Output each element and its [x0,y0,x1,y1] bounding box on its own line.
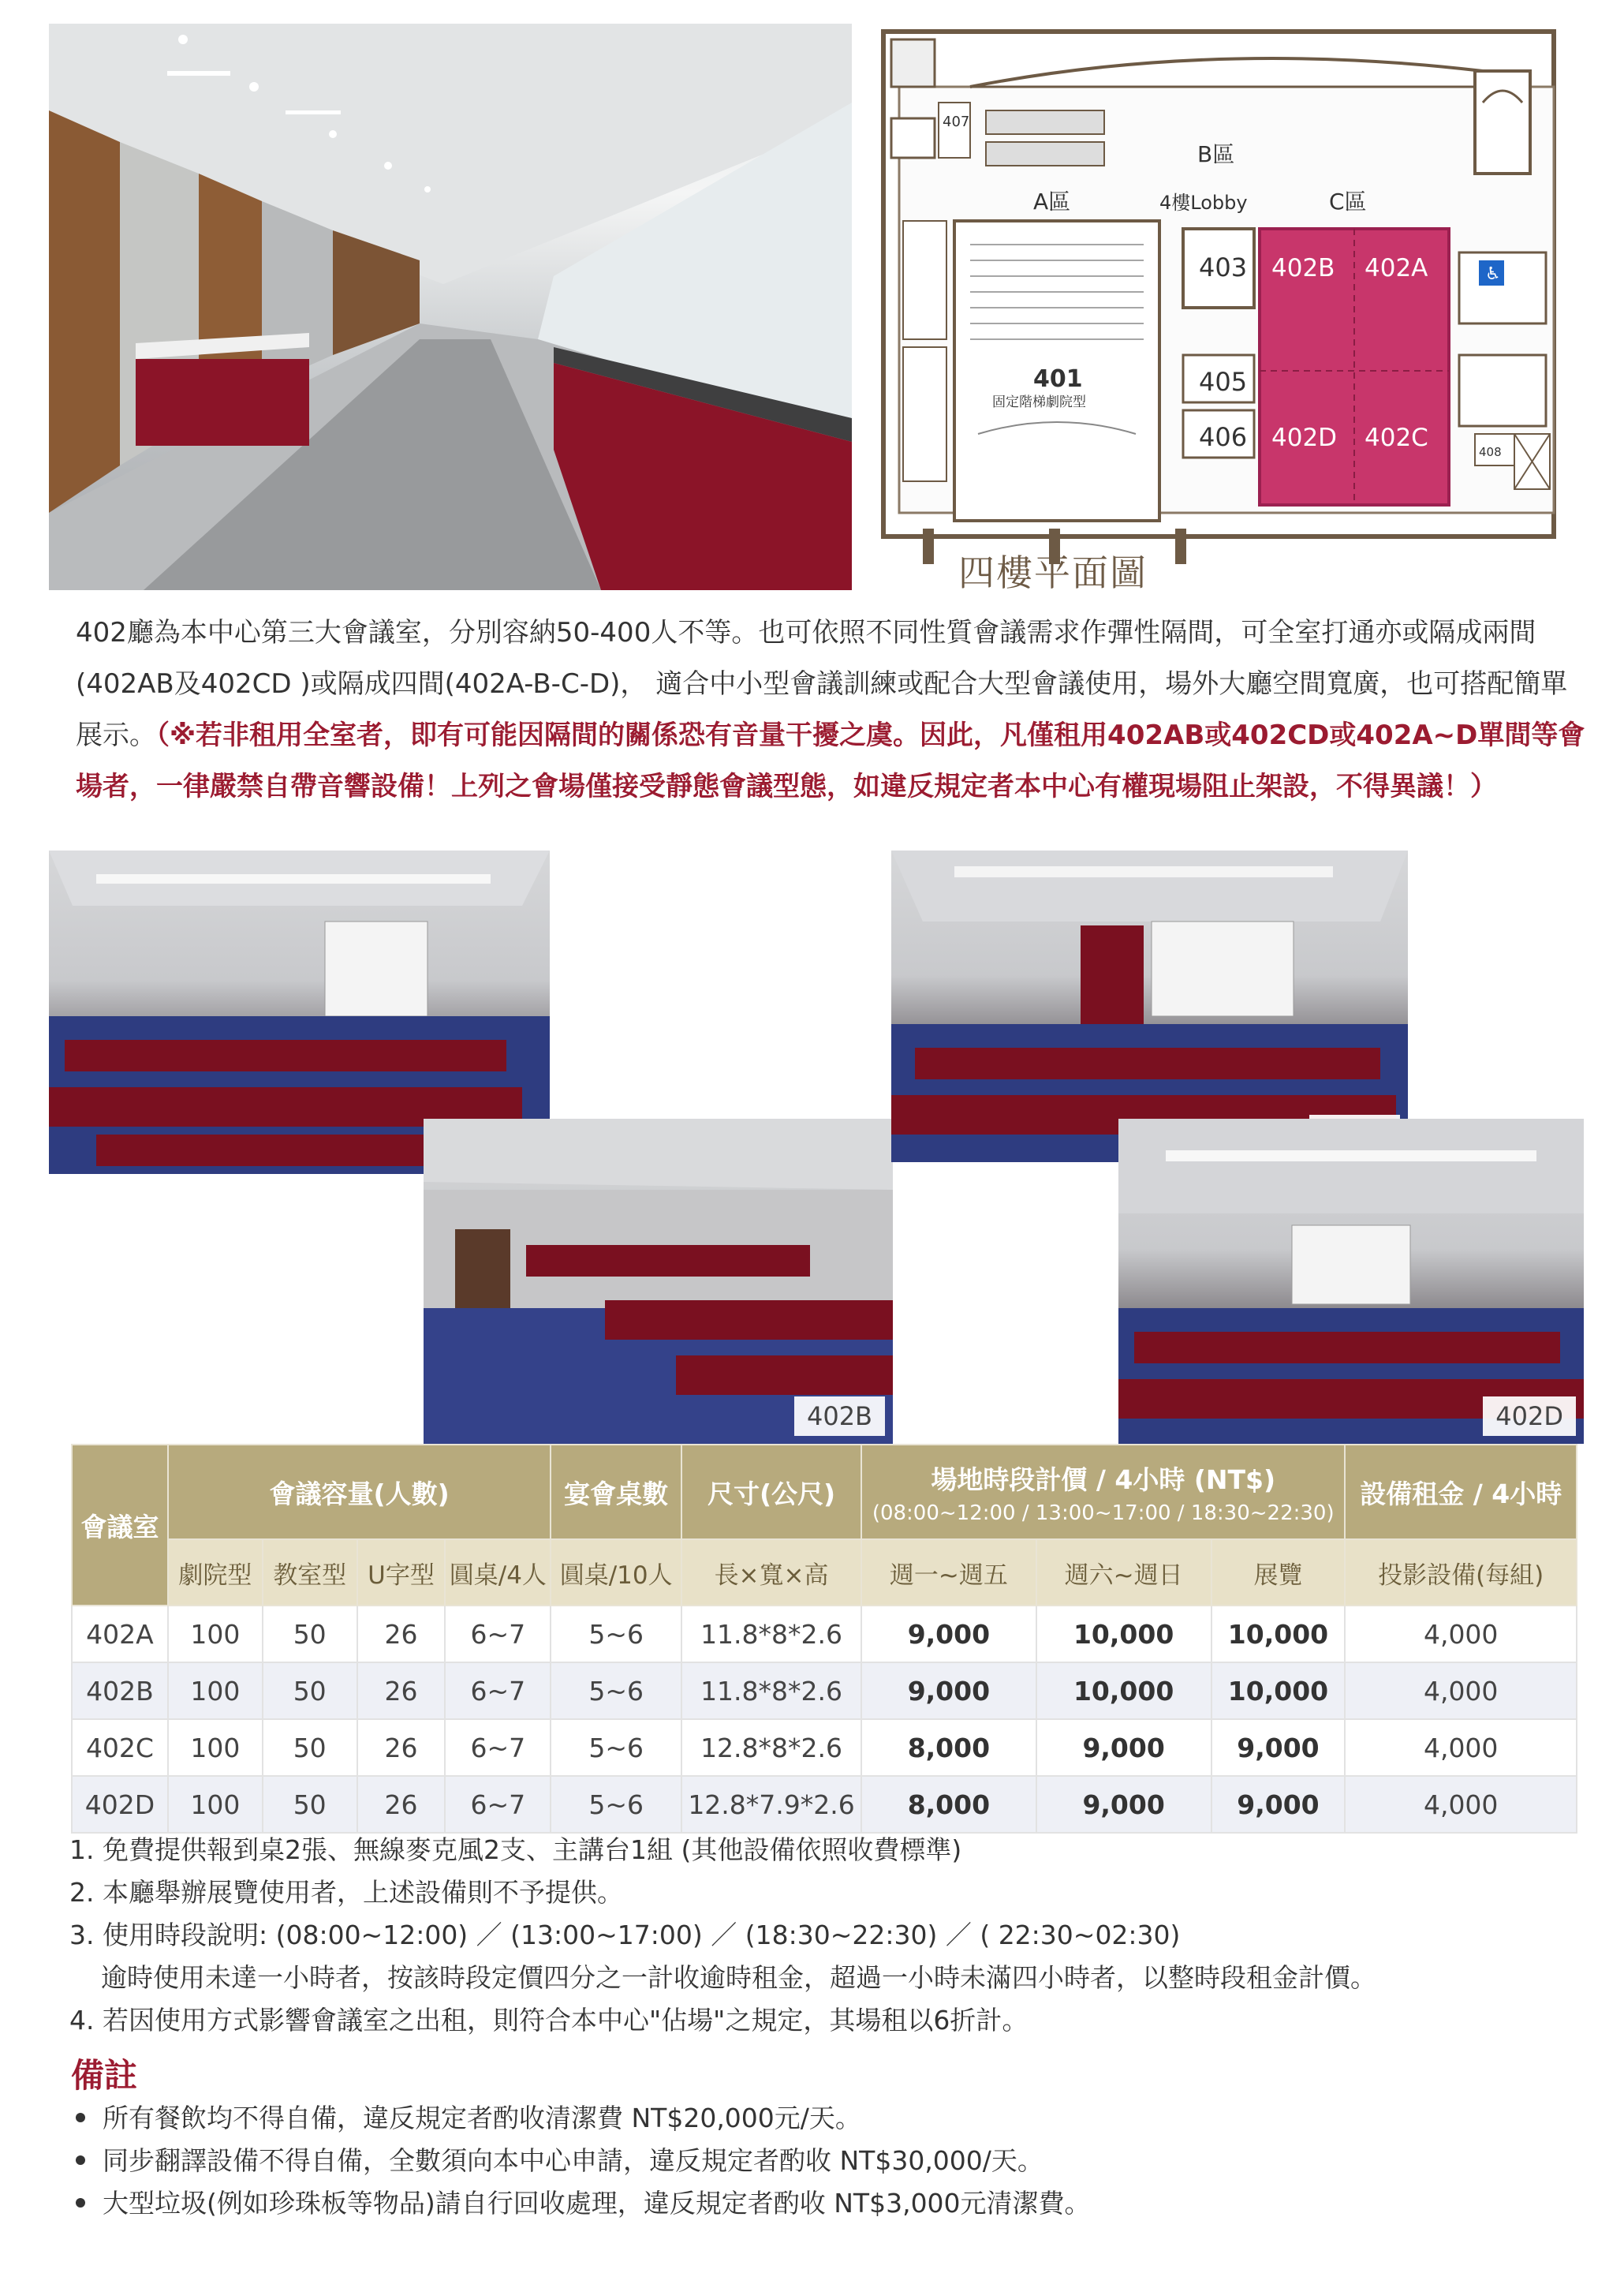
cell-round-4: 6~7 [445,1662,551,1719]
cell-projector: 4,000 [1345,1776,1577,1833]
header-banquet: 宴會桌數 [551,1445,681,1539]
remarks-title: 備註 [71,2056,138,2095]
cell-size: 12.8*8*2.6 [681,1719,861,1776]
svg-text:♿: ♿ [1485,264,1501,284]
cell-round-4: 6~7 [445,1776,551,1833]
cell-theater: 100 [168,1719,263,1776]
sub-exhibition: 展覽 [1211,1539,1346,1606]
label-402a: 402A [1365,254,1428,282]
sub-u-shape: U字型 [357,1539,446,1606]
cell-round-4: 6~7 [445,1719,551,1776]
sub-classroom: 教室型 [263,1539,357,1606]
cell-projector: 4,000 [1345,1662,1577,1719]
cell-weekday: 8,000 [861,1776,1036,1833]
intro-paragraph [76,608,1590,813]
label-406: 406 [1199,422,1248,452]
cell-round-10: 5~6 [551,1776,681,1833]
cell-weekend: 9,000 [1036,1776,1211,1833]
table-row [72,1719,1577,1776]
cell-size: 12.8*7.9*2.6 [681,1776,861,1833]
sub-projector: 投影設備(每組) [1345,1539,1577,1606]
bullet-icon [76,2198,85,2208]
header-room: 會議室 [72,1445,168,1606]
note-item: 1. 免費提供報到桌2張、無線麥克風2支、主講台1組 (其他設備依照收費標準) [69,1834,962,1865]
header-size: 尺寸(公尺) [681,1445,861,1539]
room-tag-402d: 402D [1483,1396,1576,1436]
remark-text: 大型垃圾(例如珍珠板等物品)請自行回收處理，違反規定者酌收 NT$3,000元清潔費。 [103,2188,1091,2219]
label-407: 407 [943,114,970,130]
header-price-title: 場地時段計價 / 4小時 (NT$) [931,1464,1276,1495]
header-price-times: (08:00~12:00 / 13:00~17:00 / 18:30~22:30) [872,1501,1335,1525]
cell-round-4: 6~7 [445,1606,551,1662]
note-item: 4. 若因使用方式影響會議室之出租，則符合本中心"佔場"之規定，其場租以6折計。 [69,2005,1029,2036]
cell-weekday: 9,000 [861,1606,1036,1662]
hallway-photo [49,24,852,590]
cell-size: 11.8*8*2.6 [681,1606,861,1662]
table-row [72,1606,1577,1662]
header-price [861,1445,1345,1539]
label-a-zone: A區 [1033,189,1071,215]
cell-u-shape: 26 [357,1776,446,1833]
bullet-icon [76,2155,85,2165]
pricing-table [71,1444,1577,1834]
note-item: 逾時使用未達一小時者，按該時段定價四分之一計收逾時租金，超過一小時未滿四小時者，以整時段租金計價。 [101,1962,1376,1993]
cell-room: 402A [72,1606,168,1662]
label-lobby: 4樓Lobby [1159,192,1248,214]
cell-u-shape: 26 [357,1606,446,1662]
header-equipment: 設備租金 / 4小時 [1345,1445,1577,1539]
intro-text: 402廳為本中心第三大會議室，分別容納50-400人不等。也可依照不同性質會議需求作彈性隔間，可全室打通亦或隔成兩間(402AB及402CD )或隔成四間(402A-B-C-D)， 適合中小型會議訓練或配合大型會議使用，場外大廳空間寬廣，也可搭配簡單展示。 [76,617,1568,751]
cell-weekend: 9,000 [1036,1719,1211,1776]
cell-projector: 4,000 [1345,1719,1577,1776]
note-item: 3. 使用時段說明: (08:00~12:00) ／ (13:00~17:00) ／ (18:30~22:30) ／ ( 22:30~02:30) [69,1920,1181,1950]
cell-exhibition: 9,000 [1211,1776,1346,1833]
intro-warning: （※若非租用全室者，即有可能因隔間的關係恐有音量干擾之虞。因此，凡僅租用402AB或402CD或402A~D單間等會場者，一律嚴禁自帶音響設備！上列之會場僅接受靜態會議型態，如違反規定者本中心有權現場阻止架設，不得異議！） [76,720,1585,802]
cell-u-shape: 26 [357,1719,446,1776]
sub-dimensions: 長×寬×高 [681,1539,861,1606]
cell-theater: 100 [168,1606,263,1662]
remark-item [69,2140,1584,2182]
label-401-sub: 固定階梯劇院型 [992,394,1086,410]
cell-weekend: 10,000 [1036,1662,1211,1719]
label-405: 405 [1199,367,1248,397]
room-photo-402b [424,1119,893,1444]
remark-text: 同步翻譯設備不得自備，全數須向本中心申請，違反規定者酌收 NT$30,000/天。 [103,2145,1043,2176]
sub-round-4: 圓桌/4人 [445,1539,551,1606]
cell-room: 402D [72,1776,168,1833]
remarks-list [69,2097,1584,2225]
room-tag-402b: 402B [794,1396,885,1436]
cell-classroom: 50 [263,1662,357,1719]
remark-text: 所有餐飲均不得自備，違反規定者酌收清潔費 NT$20,000元/天。 [103,2103,861,2133]
cell-theater: 100 [168,1776,263,1833]
notes-list [69,1829,1584,2042]
cell-theater: 100 [168,1662,263,1719]
sub-round-10: 圓桌/10人 [551,1539,681,1606]
header-capacity: 會議容量(人數) [168,1445,551,1539]
cell-weekend: 10,000 [1036,1606,1211,1662]
label-401: 401 [1033,365,1083,393]
cell-room: 402B [72,1662,168,1719]
label-402c: 402C [1365,424,1428,452]
cell-round-10: 5~6 [551,1719,681,1776]
cell-round-10: 5~6 [551,1606,681,1662]
sub-weekday: 週一~週五 [861,1539,1036,1606]
label-402b: 402B [1271,254,1335,282]
cell-exhibition: 10,000 [1211,1662,1346,1719]
cell-size: 11.8*8*2.6 [681,1662,861,1719]
sub-weekend: 週六~週日 [1036,1539,1211,1606]
sub-theater: 劇院型 [168,1539,263,1606]
label-408: 408 [1479,445,1502,459]
cell-u-shape: 26 [357,1662,446,1719]
table-row [72,1662,1577,1719]
cell-weekday: 9,000 [861,1662,1036,1719]
label-403: 403 [1199,252,1248,282]
label-c-zone: C區 [1329,189,1367,215]
note-item: 2. 本廳舉辦展覽使用者，上述設備則不予提供。 [69,1877,623,1908]
cell-classroom: 50 [263,1606,357,1662]
floor-plan-title: 四樓平面圖 [958,551,1148,594]
cell-round-10: 5~6 [551,1662,681,1719]
floor-plan [875,24,1562,592]
remark-item [69,2182,1584,2225]
cell-weekday: 8,000 [861,1719,1036,1776]
bullet-icon [76,2113,85,2122]
cell-classroom: 50 [263,1776,357,1833]
remark-item [69,2097,1584,2140]
room-photo-402d [1118,1119,1584,1444]
cell-exhibition: 10,000 [1211,1606,1346,1662]
table-row [72,1776,1577,1833]
room-photo-402c [891,851,1408,1162]
cell-exhibition: 9,000 [1211,1719,1346,1776]
label-b-zone: B區 [1197,141,1235,167]
cell-room: 402C [72,1719,168,1776]
cell-classroom: 50 [263,1719,357,1776]
label-402d: 402D [1271,424,1338,452]
cell-projector: 4,000 [1345,1606,1577,1662]
